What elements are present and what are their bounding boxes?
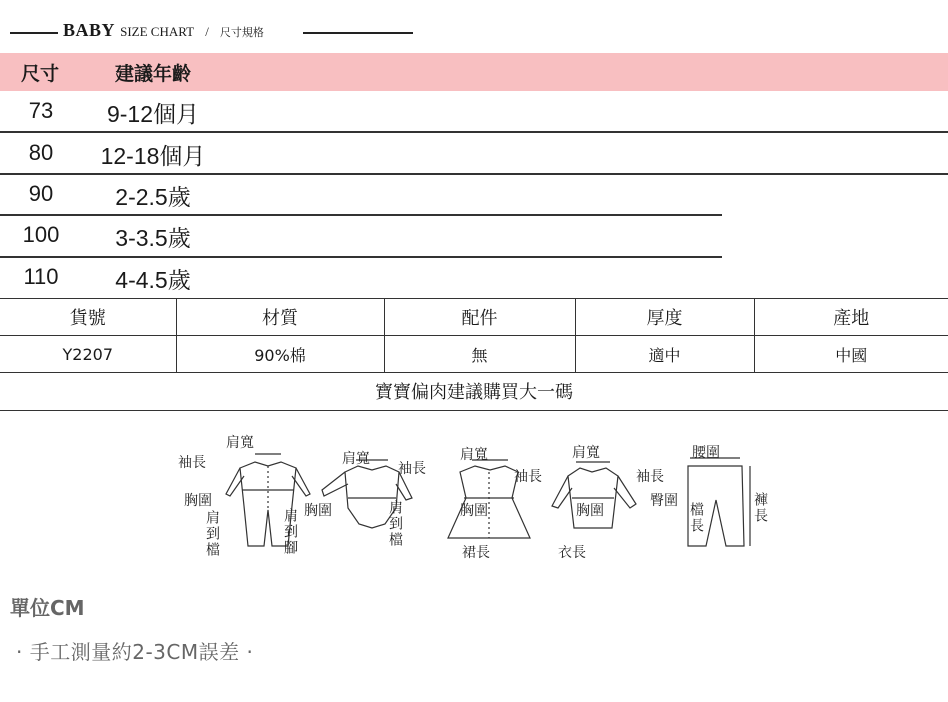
spec-item-no: Y2207 — [0, 336, 176, 373]
age-cell: 3-3.5歲 — [115, 225, 191, 251]
spec-header-thickness: 厚度 — [575, 299, 754, 336]
spec-header-accessory: 配件 — [384, 299, 575, 336]
row-divider — [0, 173, 948, 175]
dress-skirt-label: 裙長 — [462, 545, 490, 561]
top-length-label: 衣長 — [558, 545, 586, 561]
title-slash: / — [205, 24, 209, 39]
spec-origin: 中國 — [754, 336, 948, 373]
spec-table — [0, 298, 948, 373]
dress-shoulder-label: 肩寬 — [460, 447, 488, 463]
title-size-chart: SIZE CHART — [120, 24, 195, 39]
pants-crotch-label: 檔長 — [688, 502, 704, 534]
pants-hip-label: 臀圍 — [650, 493, 678, 509]
spec-header-item-no: 貨號 — [0, 299, 176, 336]
size-cell: 73 — [28, 98, 54, 123]
age-col-header: 建議年齡 — [115, 63, 192, 85]
romper-sleeve-label: 袖長 — [178, 455, 206, 471]
size-cell: 100 — [22, 222, 60, 247]
row-divider — [0, 131, 948, 133]
top-shoulder-label: 肩寬 — [572, 445, 600, 461]
size-cell: 90 — [28, 181, 54, 206]
size-col-header: 尺寸 — [21, 63, 60, 85]
header-line-left — [10, 32, 58, 34]
top-chest-label: 胸圍 — [576, 503, 604, 519]
bodysuit-chest-label: 胸圍 — [304, 503, 332, 519]
dress-chest-label: 胸圍 — [460, 503, 488, 519]
bodysuit-sleeve-label: 袖長 — [398, 461, 426, 477]
size-cell: 80 — [28, 140, 54, 165]
size-note: 寶寶偏肉建議購買大一碼 — [0, 374, 948, 411]
spec-header-row — [0, 299, 948, 336]
title-baby: BABY — [63, 20, 116, 40]
spec-material: 90%棉 — [176, 336, 384, 373]
error-note: · 手工測量約2-3CM誤差 · — [16, 640, 254, 664]
header-line-right — [303, 32, 413, 34]
romper-shoulder-foot-label: 肩到腳 — [282, 508, 298, 556]
spec-header-material: 材質 — [176, 299, 384, 336]
top-sleeve-left-label: 袖長 — [514, 469, 542, 485]
bodysuit-shoulder-crotch-label: 肩到檔 — [387, 500, 403, 548]
age-cell: 2-2.5歲 — [115, 184, 191, 210]
chart-title — [63, 20, 264, 41]
unit-label: 單位CM — [10, 596, 85, 620]
romper-chest-label: 胸圍 — [184, 493, 212, 509]
pants-waist-label: 腰圍 — [692, 445, 720, 461]
age-cell: 12-18個月 — [100, 143, 206, 169]
spec-value-row — [0, 336, 948, 373]
romper-shoulder-crotch-label: 肩到檔 — [204, 510, 220, 558]
spec-accessory: 無 — [384, 336, 575, 373]
romper-shoulder-label: 肩寬 — [226, 435, 254, 451]
row-divider — [0, 214, 722, 216]
row-divider — [0, 256, 722, 258]
bodysuit-shoulder-label: 肩寬 — [342, 451, 370, 467]
size-cell: 110 — [23, 264, 59, 289]
spec-thickness: 適中 — [575, 336, 754, 373]
title-cn: 尺寸規格 — [219, 26, 264, 39]
spec-header-origin: 產地 — [754, 299, 948, 336]
age-cell: 4-4.5歲 — [115, 267, 191, 293]
pants-length-label: 褲長 — [752, 492, 768, 524]
top-sleeve-right-label: 袖長 — [636, 469, 664, 485]
age-cell: 9-12個月 — [106, 101, 200, 127]
